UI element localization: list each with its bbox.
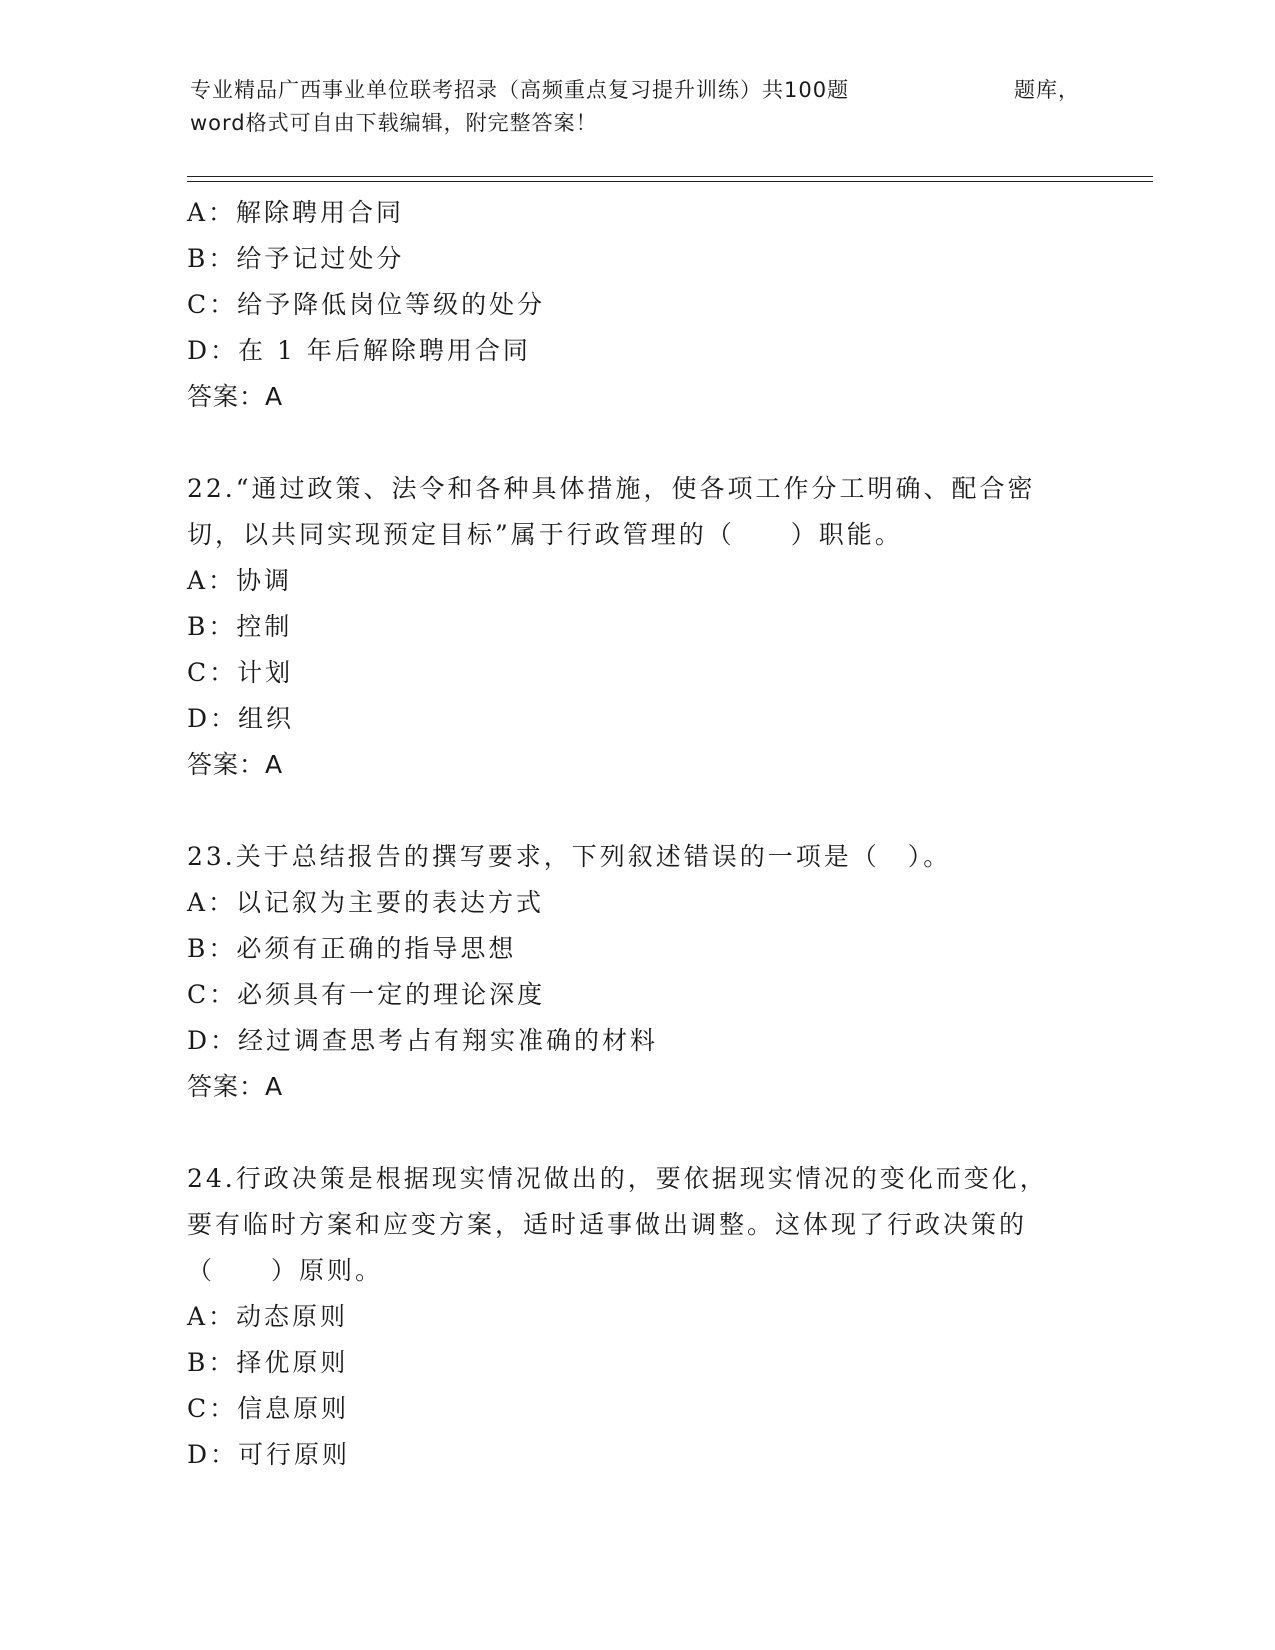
answer: 答案：A xyxy=(187,750,284,779)
question-stem: 切，以共同实现预定目标”属于行政管理的（ ）职能。 xyxy=(187,520,903,549)
question-24 xyxy=(187,1156,1087,1478)
spacer xyxy=(187,420,1087,466)
answer: 答案：A xyxy=(187,382,284,411)
option-b: B：给予记过处分 xyxy=(187,244,405,273)
option-d: D：经过调查思考占有翔实准确的材料 xyxy=(187,1026,659,1055)
option-a: A：以记叙为主要的表达方式 xyxy=(187,888,545,917)
header-line-1 xyxy=(190,74,1080,107)
question-content xyxy=(187,190,1087,1478)
option-b: B：择优原则 xyxy=(187,1348,349,1377)
option-d: D：可行原则 xyxy=(187,1440,351,1469)
question-stem: 要有临时方案和应变方案，适时适事做出调整。这体现了行政决策的 xyxy=(187,1210,1028,1239)
question-22 xyxy=(187,466,1087,788)
question-stem: 23.关于总结报告的撰写要求，下列叙述错误的一项是（ ）。 xyxy=(187,842,952,871)
option-b: B：必须有正确的指导思想 xyxy=(187,934,517,963)
option-d: D：组织 xyxy=(187,704,295,733)
header-divider-bottom xyxy=(187,181,1153,182)
option-d: D：在 1 年后解除聘用合同 xyxy=(187,336,531,365)
header-line-2: word格式可自由下载编辑，附完整答案！ xyxy=(190,111,598,135)
option-c: C：信息原则 xyxy=(187,1394,350,1423)
option-a: A：解除聘用合同 xyxy=(187,198,405,227)
question-stem: 22.“通过政策、法令和各种具体措施，使各项工作分工明确、配合密 xyxy=(187,474,1036,503)
header-title-suffix: 题库， xyxy=(1014,78,1080,102)
option-a: A：协调 xyxy=(187,566,293,595)
page-header xyxy=(190,74,1090,140)
option-a: A：动态原则 xyxy=(187,1302,349,1331)
question-stem: （ ）原则。 xyxy=(187,1256,384,1285)
header-divider-top xyxy=(187,176,1153,177)
option-c: C：计划 xyxy=(187,658,294,687)
spacer xyxy=(187,788,1087,834)
question-23 xyxy=(187,834,1087,1110)
answer: 答案：A xyxy=(187,1072,284,1101)
header-title: 专业精品广西事业单位联考招录（高频重点复习提升训练）共100题 xyxy=(190,78,850,102)
question-21-tail xyxy=(187,190,1087,420)
option-b: B：控制 xyxy=(187,612,293,641)
option-c: C：必须具有一定的理论深度 xyxy=(187,980,546,1009)
question-stem: 24.行政决策是根据现实情况做出的，要依据现实情况的变化而变化， xyxy=(187,1164,1048,1193)
option-c: C：给予降低岗位等级的处分 xyxy=(187,290,546,319)
spacer xyxy=(187,1110,1087,1156)
